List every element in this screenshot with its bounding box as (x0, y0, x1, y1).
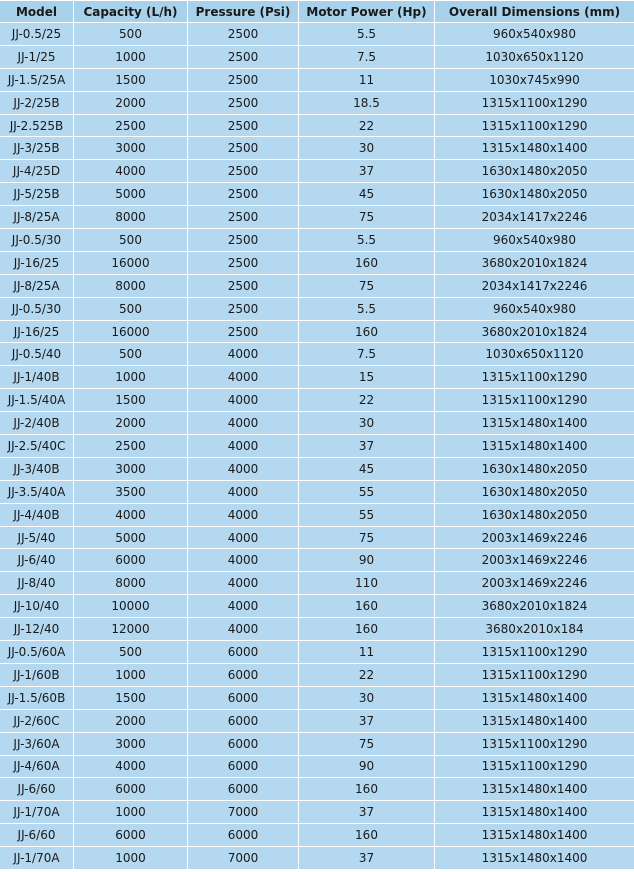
table-row (0, 733, 634, 755)
cell-model: JJ-12/40 (0, 618, 73, 640)
table-row (0, 801, 634, 823)
cell-capacity: 500 (74, 229, 187, 251)
cell-capacity: 5000 (74, 527, 187, 549)
table-row (0, 92, 634, 114)
cell-capacity: 500 (74, 343, 187, 365)
cell-capacity: 2000 (74, 412, 187, 434)
cell-dimensions: 3680x2010x184 (435, 618, 634, 640)
cell-capacity: 1000 (74, 46, 187, 68)
cell-dimensions: 2003x1469x2246 (435, 572, 634, 594)
cell-model: JJ-2/40B (0, 412, 73, 434)
cell-capacity: 10000 (74, 595, 187, 617)
cell-motor-power: 15 (299, 366, 434, 388)
cell-pressure: 4000 (188, 389, 298, 411)
table-row (0, 847, 634, 869)
cell-model: JJ-0.5/25 (0, 23, 73, 45)
cell-capacity: 500 (74, 23, 187, 45)
cell-capacity: 6000 (74, 549, 187, 571)
cell-pressure: 6000 (188, 687, 298, 709)
table-row (0, 595, 634, 617)
cell-capacity: 8000 (74, 572, 187, 594)
cell-pressure: 2500 (188, 137, 298, 159)
cell-dimensions: 1630x1480x2050 (435, 160, 634, 182)
cell-model: JJ-0.5/30 (0, 298, 73, 320)
header-motor-power: Motor Power (Hp) (299, 1, 434, 22)
header-model: Model (0, 1, 73, 22)
cell-model: JJ-16/25 (0, 252, 73, 274)
cell-dimensions: 1315x1100x1290 (435, 664, 634, 686)
header-overall-dimensions: Overall Dimensions (mm) (435, 1, 634, 22)
cell-capacity: 1000 (74, 847, 187, 869)
cell-dimensions: 1315x1100x1290 (435, 389, 634, 411)
cell-motor-power: 11 (299, 69, 434, 91)
cell-motor-power: 75 (299, 733, 434, 755)
cell-pressure: 4000 (188, 343, 298, 365)
cell-capacity: 4000 (74, 504, 187, 526)
cell-model: JJ-4/40B (0, 504, 73, 526)
table-row (0, 572, 634, 594)
cell-pressure: 2500 (188, 69, 298, 91)
cell-dimensions: 1315x1480x1400 (435, 435, 634, 457)
cell-pressure: 4000 (188, 504, 298, 526)
cell-motor-power: 55 (299, 504, 434, 526)
cell-motor-power: 37 (299, 710, 434, 732)
cell-pressure: 2500 (188, 298, 298, 320)
cell-model: JJ-8/40 (0, 572, 73, 594)
table-row (0, 275, 634, 297)
cell-model: JJ-1/70A (0, 801, 73, 823)
cell-model: JJ-0.5/60A (0, 641, 73, 663)
cell-dimensions: 1315x1100x1290 (435, 733, 634, 755)
cell-pressure: 2500 (188, 206, 298, 228)
cell-dimensions: 1315x1100x1290 (435, 756, 634, 778)
cell-capacity: 8000 (74, 206, 187, 228)
cell-motor-power: 7.5 (299, 46, 434, 68)
cell-motor-power: 75 (299, 527, 434, 549)
table-row (0, 710, 634, 732)
table-row (0, 618, 634, 640)
cell-pressure: 4000 (188, 481, 298, 503)
table-row (0, 778, 634, 800)
cell-dimensions: 1030x650x1120 (435, 343, 634, 365)
cell-motor-power: 160 (299, 824, 434, 846)
cell-capacity: 12000 (74, 618, 187, 640)
cell-capacity: 16000 (74, 321, 187, 343)
cell-model: JJ-16/25 (0, 321, 73, 343)
cell-dimensions: 2034x1417x2246 (435, 206, 634, 228)
cell-pressure: 6000 (188, 824, 298, 846)
cell-capacity: 1000 (74, 366, 187, 388)
cell-pressure: 4000 (188, 435, 298, 457)
cell-dimensions: 1030x650x1120 (435, 46, 634, 68)
cell-capacity: 1500 (74, 69, 187, 91)
cell-dimensions: 1315x1480x1400 (435, 824, 634, 846)
cell-motor-power: 75 (299, 275, 434, 297)
cell-pressure: 4000 (188, 595, 298, 617)
cell-capacity: 1000 (74, 801, 187, 823)
table-row (0, 69, 634, 91)
cell-capacity: 3000 (74, 733, 187, 755)
cell-model: JJ-2.525B (0, 115, 73, 137)
cell-pressure: 2500 (188, 321, 298, 343)
table-row (0, 664, 634, 686)
cell-motor-power: 160 (299, 595, 434, 617)
table-row (0, 206, 634, 228)
cell-motor-power: 90 (299, 549, 434, 571)
table-row (0, 549, 634, 571)
cell-capacity: 3000 (74, 458, 187, 480)
cell-model: JJ-6/60 (0, 778, 73, 800)
cell-motor-power: 30 (299, 137, 434, 159)
cell-model: JJ-1.5/60B (0, 687, 73, 709)
cell-model: JJ-2.5/40C (0, 435, 73, 457)
cell-motor-power: 160 (299, 618, 434, 640)
cell-dimensions: 1630x1480x2050 (435, 481, 634, 503)
table-row (0, 298, 634, 320)
cell-dimensions: 1315x1480x1400 (435, 137, 634, 159)
table-row (0, 366, 634, 388)
cell-motor-power: 30 (299, 687, 434, 709)
cell-capacity: 2500 (74, 435, 187, 457)
cell-model: JJ-8/25A (0, 206, 73, 228)
cell-model: JJ-1/25 (0, 46, 73, 68)
cell-capacity: 4000 (74, 160, 187, 182)
cell-pressure: 4000 (188, 572, 298, 594)
cell-pressure: 2500 (188, 23, 298, 45)
cell-pressure: 2500 (188, 183, 298, 205)
cell-motor-power: 160 (299, 778, 434, 800)
cell-motor-power: 37 (299, 435, 434, 457)
cell-motor-power: 55 (299, 481, 434, 503)
cell-motor-power: 18.5 (299, 92, 434, 114)
cell-model: JJ-6/60 (0, 824, 73, 846)
cell-dimensions: 2034x1417x2246 (435, 275, 634, 297)
cell-dimensions: 1315x1480x1400 (435, 778, 634, 800)
header-pressure: Pressure (Psi) (188, 1, 298, 22)
cell-motor-power: 90 (299, 756, 434, 778)
cell-motor-power: 37 (299, 801, 434, 823)
cell-model: JJ-4/60A (0, 756, 73, 778)
cell-dimensions: 1630x1480x2050 (435, 183, 634, 205)
cell-capacity: 1500 (74, 687, 187, 709)
cell-dimensions: 3680x2010x1824 (435, 252, 634, 274)
cell-pressure: 6000 (188, 733, 298, 755)
table-row (0, 115, 634, 137)
cell-model: JJ-8/25A (0, 275, 73, 297)
cell-model: JJ-0.5/30 (0, 229, 73, 251)
header-row (0, 1, 634, 22)
header-capacity: Capacity (L/h) (74, 1, 187, 22)
cell-pressure: 7000 (188, 801, 298, 823)
cell-pressure: 2500 (188, 252, 298, 274)
cell-pressure: 2500 (188, 229, 298, 251)
table-row (0, 137, 634, 159)
cell-motor-power: 37 (299, 847, 434, 869)
cell-capacity: 3500 (74, 481, 187, 503)
cell-dimensions: 960x540x980 (435, 229, 634, 251)
cell-motor-power: 5.5 (299, 23, 434, 45)
cell-model: JJ-3.5/40A (0, 481, 73, 503)
cell-dimensions: 1315x1100x1290 (435, 641, 634, 663)
cell-capacity: 2500 (74, 115, 187, 137)
cell-pressure: 4000 (188, 527, 298, 549)
cell-capacity: 8000 (74, 275, 187, 297)
cell-motor-power: 75 (299, 206, 434, 228)
cell-pressure: 4000 (188, 366, 298, 388)
cell-motor-power: 37 (299, 160, 434, 182)
cell-motor-power: 5.5 (299, 298, 434, 320)
cell-capacity: 6000 (74, 778, 187, 800)
cell-capacity: 3000 (74, 137, 187, 159)
cell-dimensions: 1315x1480x1400 (435, 801, 634, 823)
cell-pressure: 4000 (188, 618, 298, 640)
cell-dimensions: 1315x1480x1400 (435, 847, 634, 869)
cell-dimensions: 1030x745x990 (435, 69, 634, 91)
table-row (0, 687, 634, 709)
cell-pressure: 6000 (188, 756, 298, 778)
table-row (0, 641, 634, 663)
cell-model: JJ-0.5/40 (0, 343, 73, 365)
cell-pressure: 4000 (188, 549, 298, 571)
cell-capacity: 2000 (74, 92, 187, 114)
cell-capacity: 6000 (74, 824, 187, 846)
cell-model: JJ-1.5/40A (0, 389, 73, 411)
table-row (0, 23, 634, 45)
cell-capacity: 1500 (74, 389, 187, 411)
cell-motor-power: 5.5 (299, 229, 434, 251)
table-header (0, 1, 634, 22)
cell-dimensions: 2003x1469x2246 (435, 527, 634, 549)
cell-dimensions: 2003x1469x2246 (435, 549, 634, 571)
cell-pressure: 2500 (188, 275, 298, 297)
cell-capacity: 2000 (74, 710, 187, 732)
cell-motor-power: 45 (299, 458, 434, 480)
cell-dimensions: 3680x2010x1824 (435, 321, 634, 343)
table-row (0, 343, 634, 365)
table-row (0, 252, 634, 274)
table-row (0, 183, 634, 205)
cell-dimensions: 960x540x980 (435, 298, 634, 320)
cell-motor-power: 22 (299, 664, 434, 686)
cell-capacity: 1000 (74, 664, 187, 686)
cell-motor-power: 110 (299, 572, 434, 594)
cell-capacity: 5000 (74, 183, 187, 205)
cell-pressure: 6000 (188, 778, 298, 800)
cell-pressure: 7000 (188, 847, 298, 869)
cell-pressure: 2500 (188, 115, 298, 137)
table-row (0, 756, 634, 778)
cell-dimensions: 1315x1100x1290 (435, 366, 634, 388)
cell-pressure: 4000 (188, 412, 298, 434)
cell-model: JJ-1/70A (0, 847, 73, 869)
cell-pressure: 6000 (188, 710, 298, 732)
cell-model: JJ-5/40 (0, 527, 73, 549)
cell-model: JJ-5/25B (0, 183, 73, 205)
cell-model: JJ-3/60A (0, 733, 73, 755)
cell-model: JJ-6/40 (0, 549, 73, 571)
cell-model: JJ-1/60B (0, 664, 73, 686)
cell-dimensions: 1630x1480x2050 (435, 458, 634, 480)
table-row (0, 389, 634, 411)
table-row (0, 824, 634, 846)
cell-dimensions: 1315x1100x1290 (435, 92, 634, 114)
table-body (0, 23, 634, 869)
cell-model: JJ-4/25D (0, 160, 73, 182)
cell-capacity: 4000 (74, 756, 187, 778)
cell-dimensions: 1315x1480x1400 (435, 710, 634, 732)
cell-model: JJ-1/40B (0, 366, 73, 388)
cell-capacity: 500 (74, 641, 187, 663)
cell-pressure: 2500 (188, 46, 298, 68)
table-row (0, 412, 634, 434)
cell-motor-power: 22 (299, 389, 434, 411)
table-row (0, 160, 634, 182)
table-row (0, 527, 634, 549)
cell-motor-power: 11 (299, 641, 434, 663)
cell-dimensions: 3680x2010x1824 (435, 595, 634, 617)
cell-pressure: 2500 (188, 160, 298, 182)
cell-pressure: 6000 (188, 664, 298, 686)
cell-dimensions: 1630x1480x2050 (435, 504, 634, 526)
cell-dimensions: 1315x1480x1400 (435, 687, 634, 709)
cell-dimensions: 960x540x980 (435, 23, 634, 45)
cell-motor-power: 160 (299, 252, 434, 274)
table-row (0, 435, 634, 457)
table-row (0, 46, 634, 68)
cell-capacity: 16000 (74, 252, 187, 274)
cell-pressure: 2500 (188, 92, 298, 114)
cell-dimensions: 1315x1100x1290 (435, 115, 634, 137)
cell-motor-power: 160 (299, 321, 434, 343)
cell-model: JJ-1.5/25A (0, 69, 73, 91)
cell-dimensions: 1315x1480x1400 (435, 412, 634, 434)
table-row (0, 458, 634, 480)
cell-model: JJ-2/60C (0, 710, 73, 732)
table-row (0, 229, 634, 251)
cell-model: JJ-3/40B (0, 458, 73, 480)
cell-model: JJ-10/40 (0, 595, 73, 617)
cell-capacity: 500 (74, 298, 187, 320)
table-row (0, 481, 634, 503)
cell-pressure: 6000 (188, 641, 298, 663)
cell-motor-power: 7.5 (299, 343, 434, 365)
table-row (0, 321, 634, 343)
cell-model: JJ-3/25B (0, 137, 73, 159)
cell-model: JJ-2/25B (0, 92, 73, 114)
cell-motor-power: 30 (299, 412, 434, 434)
cell-motor-power: 22 (299, 115, 434, 137)
cell-pressure: 4000 (188, 458, 298, 480)
table-row (0, 504, 634, 526)
cell-motor-power: 45 (299, 183, 434, 205)
